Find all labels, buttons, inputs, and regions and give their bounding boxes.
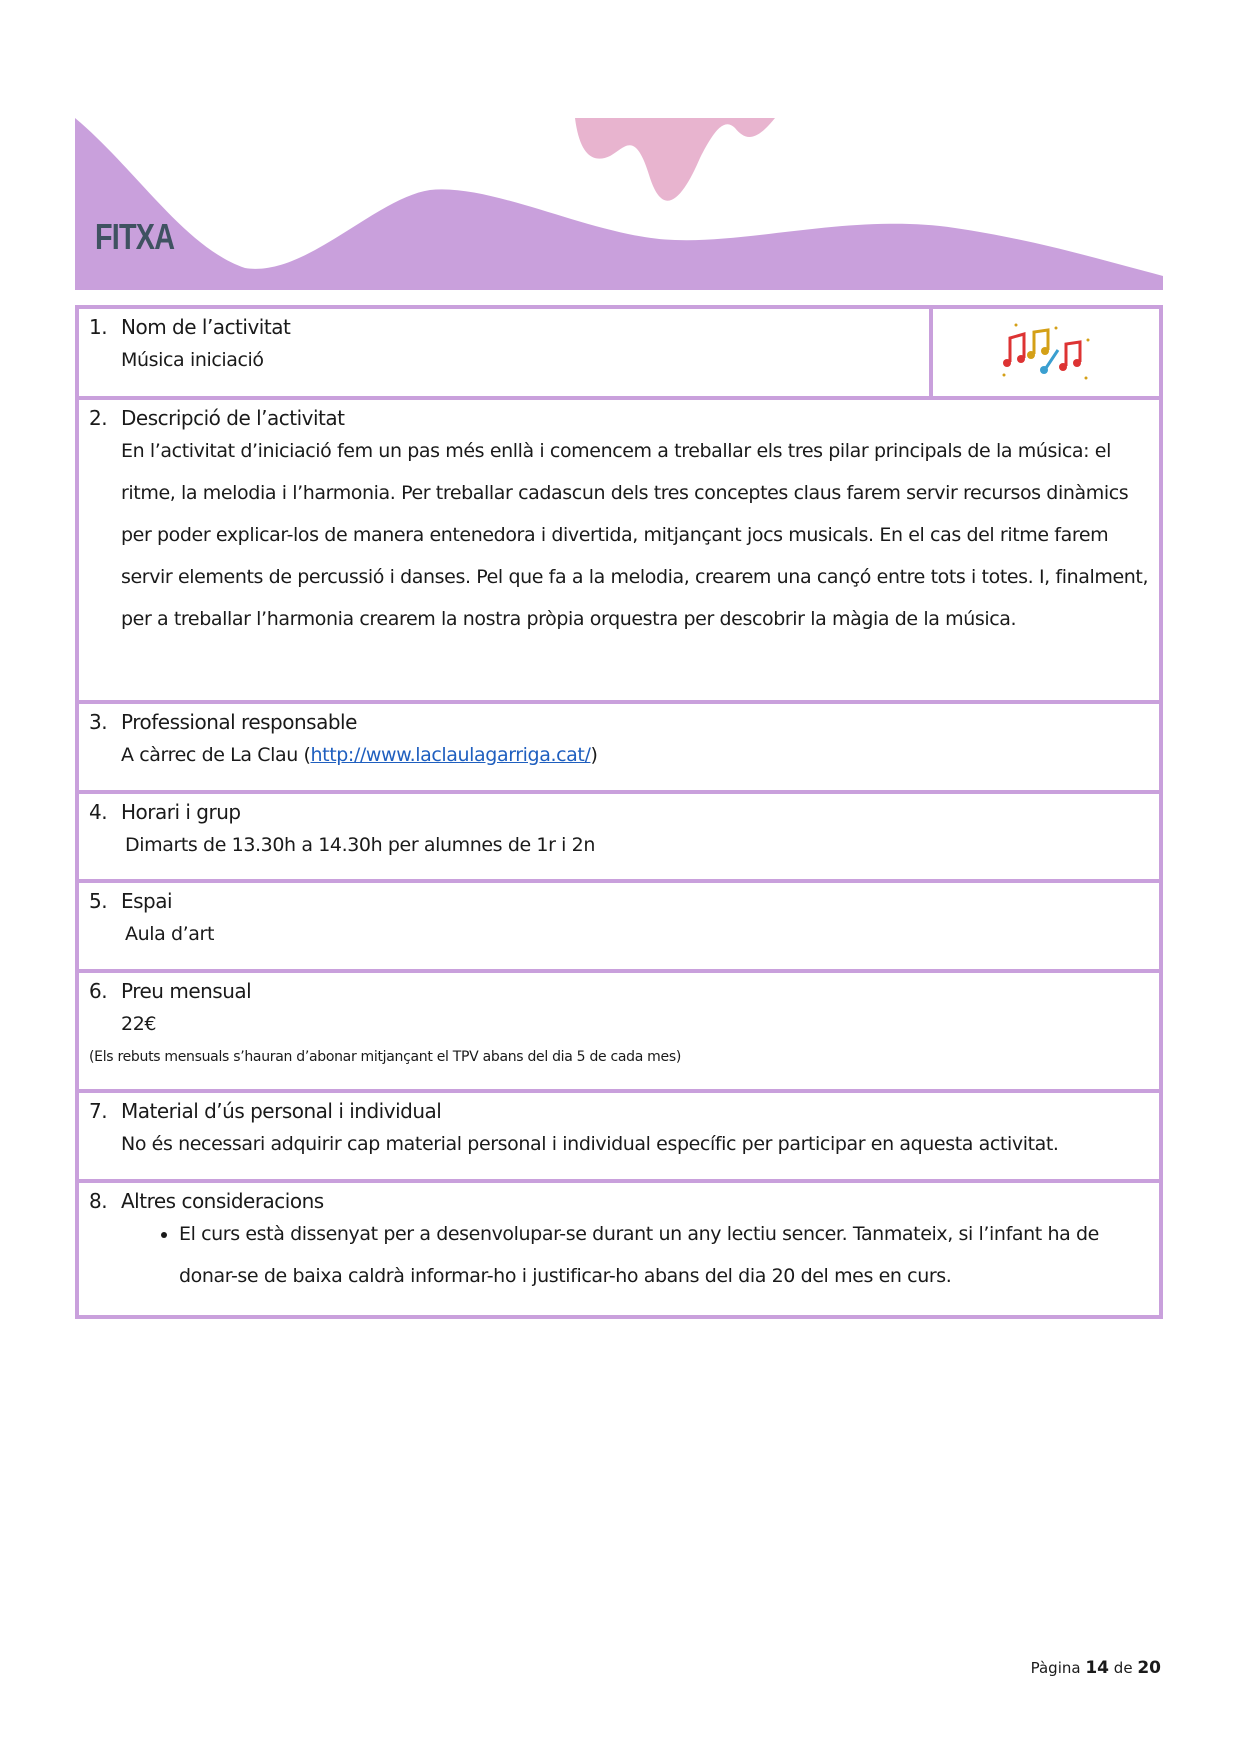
section-number: 5. — [89, 889, 108, 913]
section-other — [75, 1183, 1163, 1319]
section-number: 3. — [89, 710, 108, 734]
section-title: Preu mensual — [121, 979, 252, 1003]
section-description — [75, 400, 1163, 704]
section-title: Descripció de l’activitat — [121, 406, 345, 430]
section-number: 4. — [89, 800, 108, 824]
music-notes-icon — [933, 309, 1159, 396]
material-text: No és necessari adquirir cap material personal i individual específic per participar en aquesta activitat. — [121, 1133, 1059, 1155]
page-title: FITXA — [95, 216, 175, 257]
section-title: Espai — [121, 889, 173, 913]
price-text: 22€ — [121, 1013, 157, 1035]
bullet-item: • El curs està dissenyat per a desenvolupar-se durant un any lectiu sencer. Tanmateix, si l’infant ha de donar-se de baixa caldrà informar-ho i justificar-ho abans del dia 20 del mes en curs. — [179, 1213, 1149, 1297]
responsible-text: A càrrec de La Clau ( — [121, 744, 311, 766]
section-material — [75, 1093, 1163, 1183]
section-number: 1. — [89, 315, 108, 339]
page-number — [1031, 1658, 1161, 1678]
section-number: 7. — [89, 1099, 108, 1123]
section-title: Altres consideracions — [121, 1189, 324, 1213]
total-pages: 20 — [1137, 1658, 1161, 1678]
section-space — [75, 883, 1163, 973]
section-title: Nom de l’activitat — [121, 315, 291, 339]
current-page: 14 — [1085, 1658, 1110, 1678]
section-responsible — [75, 704, 1163, 794]
responsible-suffix: ) — [590, 744, 598, 766]
section-number: 2. — [89, 406, 108, 430]
section-title: Professional responsable — [121, 710, 357, 734]
section-title: Horari i grup — [121, 800, 241, 824]
price-note: (Els rebuts mensuals s’hauran d’abonar mitjançant el TPV abans del dia 5 de cada mes) — [89, 1049, 681, 1065]
description-text: En l’activitat d’iniciació fem un pas més enllà i comencem a treballar els tres pilar principals de la música: el ritme, la melodia i l’harmonia. Per treballar cadascun dels tres conceptes claus farem servir recursos dinàmics per poder explicar-los de manera entenedora i divertida, mitjançant jocs musicals. En el cas del ritme farem servir elements de percussió i danses. Pel que fa a la melodia, crearem una cançó entre tots i totes. I, finalment, per a treballar l’harmonia crearem la nostra pròpia orquestra per descobrir la màgia de la música. — [121, 440, 1149, 630]
page-of: de — [1113, 1659, 1133, 1677]
section-schedule — [75, 794, 1163, 883]
space-text: Aula d’art — [125, 923, 215, 945]
section-name — [75, 305, 1163, 400]
activity-name: Música iniciació — [121, 349, 264, 371]
section-number: 8. — [89, 1189, 108, 1213]
header-banner — [75, 118, 1163, 290]
section-title: Material d’ús personal i individual — [121, 1099, 442, 1123]
page-label: Pàgina — [1030, 1659, 1081, 1677]
section-number: 6. — [89, 979, 108, 1003]
website-link[interactable]: http://www.laclaulagarriga.cat/ — [310, 744, 591, 766]
section-price — [75, 973, 1163, 1093]
schedule-text: Dimarts de 13.30h a 14.30h per alumnes de 1r i 2n — [125, 834, 596, 856]
wave-decoration — [75, 118, 1163, 290]
activity-sheet — [75, 305, 1163, 1319]
